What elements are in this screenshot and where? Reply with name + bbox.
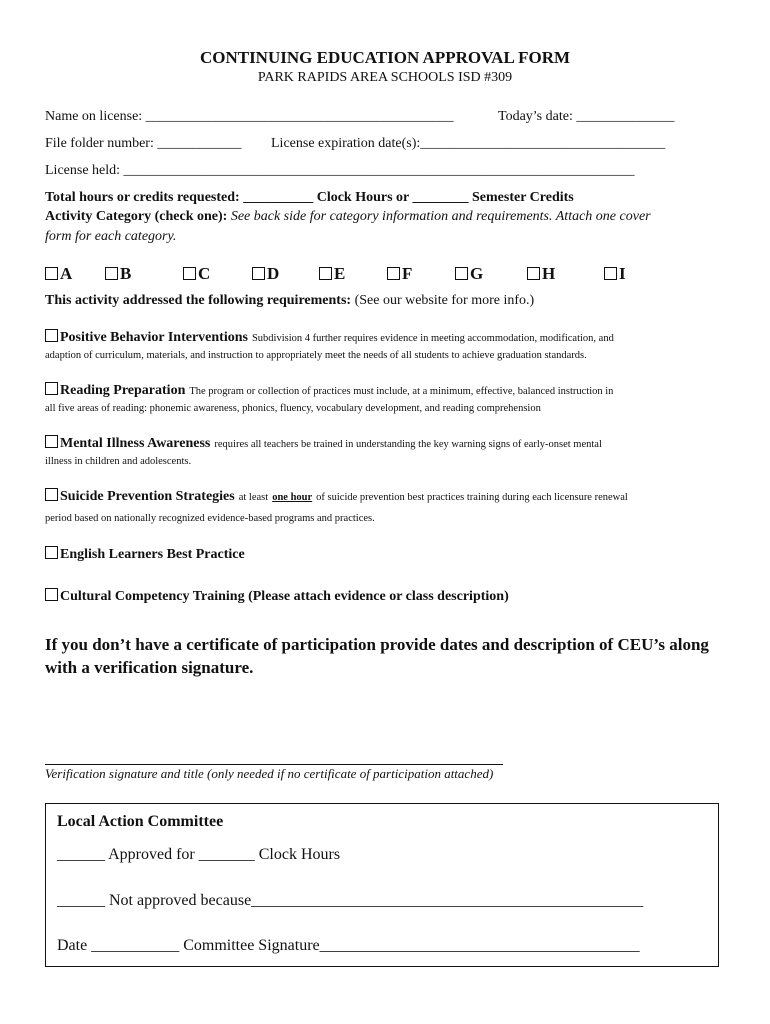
checkbox-icon[interactable]	[45, 488, 58, 501]
requirement-reading-preparation[interactable]	[45, 381, 613, 399]
checkbox-icon[interactable]	[455, 267, 468, 280]
activity-category-line	[45, 209, 651, 225]
activity-category-note: See back side for category information and requirements. Attach one cover	[230, 209, 651, 224]
checkbox-icon[interactable]	[45, 382, 58, 395]
license-expiration-field[interactable]: License expiration date(s):___________________________________	[271, 136, 666, 151]
requirement-description: requires all teachers be trained in understanding the key warning signs of early-onset mental	[214, 439, 602, 450]
category-label: F	[402, 264, 413, 283]
school-district-subtitle: PARK RAPIDS AREA SCHOOLS ISD #309	[257, 70, 513, 85]
category-checkbox-d[interactable]	[252, 264, 279, 284]
checkbox-icon[interactable]	[604, 267, 617, 280]
category-label: A	[60, 264, 73, 283]
category-checkbox-c[interactable]	[183, 264, 210, 284]
checkbox-icon[interactable]	[45, 329, 58, 342]
requirements-heading-note: (See our website for more info.)	[354, 293, 535, 308]
requirements-heading	[45, 293, 534, 309]
category-checkbox-i[interactable]	[604, 264, 626, 284]
requirement-english-learners[interactable]	[45, 545, 245, 563]
form-title: CONTINUING EDUCATION APPROVAL FORM	[199, 48, 571, 67]
verification-signature-line[interactable]	[45, 764, 503, 765]
requirement-description: Subdivision 4 further requires evidence in meeting accommodation, modification, and	[251, 333, 614, 344]
certificate-notice: If you don’t have a certificate of participation provide dates and description of CEU’s along with a verification signature.	[45, 635, 709, 677]
requirement-title: Mental Illness Awareness	[60, 436, 211, 451]
requirement-title: Suicide Prevention Strategies	[60, 489, 235, 504]
total-hours-field[interactable]: Total hours or credits requested: __________ Clock Hours or ________ Semester Credits	[45, 190, 574, 205]
license-held-field[interactable]: License held: _________________________________________________________________________	[45, 163, 635, 178]
requirement-description-cont: adaption of curriculum, materials, and instruction to appropriately meet the needs of all students to achieve graduation standards.	[45, 350, 587, 361]
category-checkbox-f[interactable]	[387, 264, 412, 284]
checkbox-icon[interactable]	[45, 588, 58, 601]
requirement-title: Reading Preparation	[60, 383, 186, 398]
requirement-title: Cultural Competency Training (Please attach evidence or class description)	[60, 589, 509, 604]
category-label: C	[198, 264, 211, 283]
category-checkbox-b[interactable]	[105, 264, 131, 284]
checkbox-icon[interactable]	[387, 267, 400, 280]
checkbox-icon[interactable]	[527, 267, 540, 280]
committee-title: Local Action Committee	[57, 813, 224, 830]
checkbox-icon[interactable]	[183, 267, 196, 280]
checkbox-icon[interactable]	[319, 267, 332, 280]
requirement-title: English Learners Best Practice	[60, 547, 245, 562]
category-label: G	[470, 264, 484, 283]
requirement-description-cont: illness in children and adolescents.	[45, 456, 192, 467]
requirement-description: of suicide prevention best practices training during each licensure renewal	[316, 492, 628, 503]
requirement-positive-behavior[interactable]	[45, 328, 614, 346]
requirement-title: Positive Behavior Interventions	[60, 330, 248, 345]
category-checkbox-h[interactable]	[527, 264, 555, 284]
committee-signature-field[interactable]: Date ___________ Committee Signature________________________________________	[57, 937, 640, 954]
local-action-committee-box	[45, 803, 719, 967]
requirement-description-cont: all five areas of reading: phonemic awareness, phonics, fluency, vocabulary development, and reading comprehension	[45, 403, 541, 414]
category-checkbox-g[interactable]	[455, 264, 483, 284]
requirement-description: The program or collection of practices must include, at a minimum, effective, balanced instruction in	[189, 386, 614, 397]
name-on-license-field[interactable]: Name on license: ____________________________________________	[45, 109, 454, 124]
checkbox-icon[interactable]	[252, 267, 265, 280]
category-label: E	[334, 264, 346, 283]
approved-hours-field[interactable]: ______ Approved for _______ Clock Hours	[57, 846, 341, 863]
checkbox-icon[interactable]	[45, 546, 58, 559]
file-folder-number-field[interactable]: File folder number: ____________	[45, 136, 242, 151]
todays-date-field[interactable]: Today’s date: ______________	[498, 109, 675, 124]
activity-category-note-cont: form for each category.	[45, 229, 177, 244]
verification-signature-label: Verification signature and title (only needed if no certificate of participation attached)	[45, 766, 494, 781]
activity-category-label: Activity Category (check one):	[45, 209, 228, 224]
category-checkbox-a[interactable]	[45, 264, 72, 284]
category-label: D	[267, 264, 280, 283]
category-label: I	[619, 264, 626, 283]
requirement-mental-illness[interactable]	[45, 434, 602, 452]
category-label: H	[542, 264, 556, 283]
not-approved-field[interactable]: ______ Not approved because_________________________________________________	[57, 892, 644, 909]
category-label: B	[120, 264, 132, 283]
checkbox-icon[interactable]	[105, 267, 118, 280]
checkbox-icon[interactable]	[45, 435, 58, 448]
requirement-description-cont: period based on nationally recognized evidence-based programs and practices.	[45, 513, 375, 524]
checkbox-icon[interactable]	[45, 267, 58, 280]
requirement-emphasis: one hour	[272, 492, 313, 503]
requirement-cultural-competency[interactable]	[45, 587, 509, 605]
requirements-heading-label: This activity addressed the following requirements:	[45, 293, 352, 308]
requirement-description: at least	[238, 492, 269, 503]
requirement-suicide-prevention[interactable]	[45, 487, 628, 505]
category-checkbox-e[interactable]	[319, 264, 345, 284]
